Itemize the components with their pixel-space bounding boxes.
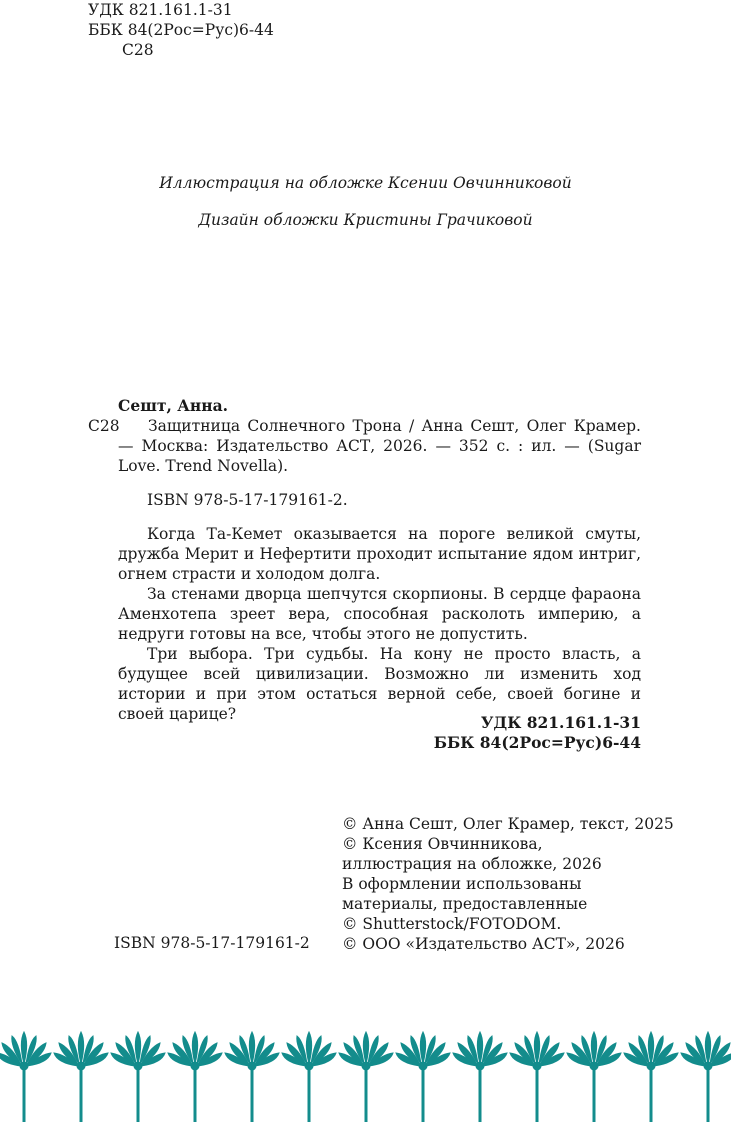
lotus-flower-icon <box>339 1032 393 1122</box>
bbk-code-bottom: ББК 84(2Рос=Рус)6-44 <box>433 733 641 752</box>
lotus-flower-icon <box>567 1032 621 1122</box>
lotus-ornament-row <box>0 1030 731 1124</box>
lotus-flower-icon <box>624 1032 678 1122</box>
lotus-flower-icon <box>453 1032 507 1122</box>
isbn-bottom: ISBN 978-5-17-179161-2 <box>114 934 310 952</box>
copyright-line: © ООО «Издательство АСТ», 2026 <box>342 935 625 953</box>
author-mark: С28 <box>122 41 154 59</box>
lotus-flower-icon <box>282 1032 336 1122</box>
lotus-flower-icon <box>0 1032 51 1122</box>
design-credit: Дизайн обложки Кристины Грачиковой <box>198 211 533 229</box>
bibliographic-entry <box>88 396 641 724</box>
annotation-paragraph: Когда Та-Кемет оказывается на пороге великой смуты, дружба Мерит и Нефертити проходит испытание ядом интриг, огнем страсти и холодом долга. <box>118 525 641 583</box>
top-classification-codes <box>88 0 388 60</box>
entry-isbn: ISBN 978-5-17-179161-2. <box>147 491 348 509</box>
annotation-paragraph: Три выбора. Три судьбы. На кону не просто власть, а будущее всей цивилизации. Возможно ли изменить ход истории и при этом остаться верной себе, своей богине и своей царице? <box>118 645 641 723</box>
lotus-flower-icon <box>510 1032 564 1122</box>
bbk-code: ББК 84(2Рос=Рус)6-44 <box>88 21 274 39</box>
copyright-line: В оформлении использованы <box>342 875 582 893</box>
lotus-flower-icon <box>396 1032 450 1122</box>
lotus-flower-icon <box>168 1032 222 1122</box>
copyright-line: материалы, предоставленные <box>342 895 588 913</box>
udk-code: УДК 821.161.1-31 <box>88 1 233 19</box>
entry-author: Сешт, Анна. <box>118 396 229 415</box>
bottom-classification-codes <box>360 713 641 753</box>
illustration-credit: Иллюстрация на обложке Ксении Овчинниковой <box>159 174 572 192</box>
entry-description-block <box>88 416 641 476</box>
copyright-line: иллюстрация на обложке, 2026 <box>342 855 602 873</box>
annotation-paragraph: За стенами дворца шепчутся скорпионы. В сердце фараона Аменхотепа зреет вера, способная расколоть империю, а недруги готовы на все, чтобы этого не допустить. <box>118 585 641 643</box>
copyright-line: © Ксения Овчинникова, <box>342 835 543 853</box>
lotus-flower-icon <box>225 1032 279 1122</box>
copyright-line: © Анна Сешт, Олег Крамер, текст, 2025 <box>342 815 674 833</box>
entry-description: Защитница Солнечного Трона / Анна Сешт, Олег Крамер. — Москва: Издательство АСТ, 2026. — 352 с. : ил. — (Sugar Love. Trend Novella). <box>118 417 641 475</box>
lotus-flower-icon <box>111 1032 165 1122</box>
udk-code-bottom: УДК 821.161.1-31 <box>480 713 641 732</box>
copyright-line: © Shutterstock/FOTODOM. <box>342 915 562 933</box>
lotus-flower-icon <box>54 1032 108 1122</box>
copyright-block <box>342 814 674 954</box>
lotus-flower-icon <box>681 1032 731 1122</box>
entry-code: С28 <box>88 417 120 435</box>
